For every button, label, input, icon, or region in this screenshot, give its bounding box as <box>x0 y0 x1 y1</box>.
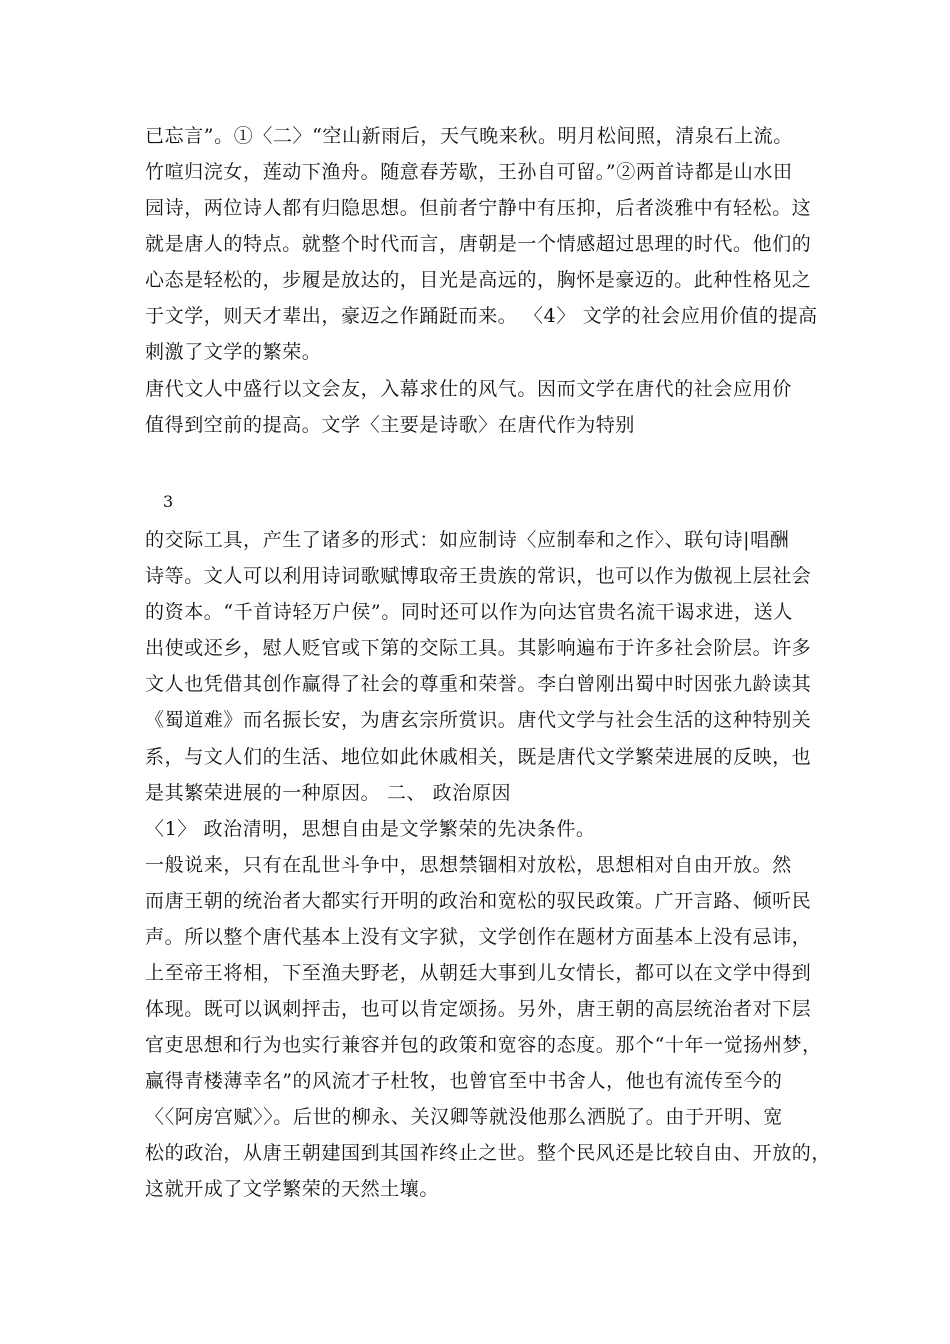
text-line: 官吏思想和行为也实行兼容并包的政策和宽容的态度。那个“十年一觉扬州梦， <box>145 1034 822 1056</box>
text-line: 〈〈阿房宫赋〉〉。后世的柳永、关汉卿等就没他那么洒脱了。由于开明、宽 <box>145 1106 783 1128</box>
text-line: 上至帝王将相，下至渔夫野老，从朝廷大事到儿女情长，都可以在文学中得到 <box>145 962 812 984</box>
text-line: 赢得青楼薄幸名”的风流才子杜牧，也曾官至中书舍人，他也有流传至今的 <box>145 1070 783 1092</box>
text-line: 心态是轻松的，步履是放达的，目光是高远的，胸怀是豪迈的。此种性格见之 <box>145 269 812 291</box>
text-line: 值得到空前的提高。文学〈主要是诗歌〉在唐代作为特别 <box>145 414 636 436</box>
text-line: 文人也凭借其创作赢得了社会的尊重和荣誉。李白曾刚出蜀中时因张九龄读其 <box>145 673 812 695</box>
text-line: 而唐王朝的统治者大都实行开明的政治和宽松的驭民政策。广开言路、倾听民 <box>145 890 812 912</box>
section-heading-line: 是其繁荣进展的一种原因。 二、 政治原因 <box>145 782 512 804</box>
text-line: 出使或还乡，慰人贬官或下第的交际工具。其影响遍布于许多社会阶层。许多 <box>145 637 812 659</box>
text-line: 已忘言”。①〈二〉“空山新雨后，天气晚来秋。明月松间照，清泉石上流。 <box>145 125 793 147</box>
text-line: 刺激了文学的繁荣。 <box>145 341 322 363</box>
text-line: 一般说来，只有在乱世斗争中，思想禁锢相对放松，思想相对自由开放。然 <box>145 854 792 876</box>
text-line: 于文学，则天才辈出，豪迈之作踊跹而来。 〈4〉 文学的社会应用价值的提高 <box>145 305 818 327</box>
text-line: 的交际工具，产生了诸多的形式：如应制诗〈应制奉和之作〉、联句诗|唱酬 <box>145 529 790 551</box>
text-line: 声。所以整个唐代基本上没有文字狱，文学创作在题材方面基本上没有忌讳， <box>145 926 812 948</box>
text-line: 这就开成了文学繁荣的天然土壤。 <box>145 1178 440 1200</box>
text-line: 诗等。文人可以利用诗词歌赋博取帝王贵族的常识，也可以作为傲视上层社会 <box>145 565 812 587</box>
text-line: 松的政治，从唐王朝建国到其国祚终止之世。整个民风还是比较自由、开放的， <box>145 1142 832 1164</box>
text-line: 体现。既可以讽刺抨击，也可以肯定颂扬。另外，唐王朝的高层统治者对下层 <box>145 998 812 1020</box>
subsection-heading-line: 〈1〉 政治清明，思想自由是文学繁荣的先决条件。 <box>145 818 596 840</box>
text-line: 就是唐人的特点。就整个时代而言，唐朝是一个情感超过思理的时代。他们的 <box>145 233 812 255</box>
text-line: 园诗，两位诗人都有归隐思想。但前者宁静中有压抑，后者淡雅中有轻松。这 <box>145 197 812 219</box>
text-line: 唐代文人中盛行以文会友，入幕求仕的风气。因而文学在唐代的社会应用价 <box>145 378 792 400</box>
text-line: 的资本。“千首诗轻万户侯”。同时还可以作为向达官贵名流干谒求进，送人 <box>145 601 793 623</box>
page-number: 3 <box>163 492 174 511</box>
text-line: 系，与文人们的生活、地位如此休戚相关，既是唐代文学繁荣进展的反映，也 <box>145 746 812 768</box>
text-line: 竹喧归浣女，莲动下渔舟。随意春芳歇，王孙自可留。”②两首诗都是山水田 <box>145 161 793 183</box>
text-line: 《蜀道难》而名振长安，为唐玄宗所赏识。唐代文学与社会生活的这种特别关 <box>145 709 812 731</box>
